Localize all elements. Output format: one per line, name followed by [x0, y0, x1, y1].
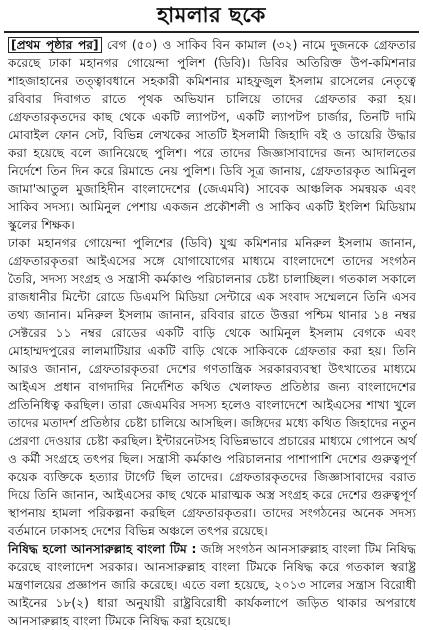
headline-rule [4, 31, 419, 33]
paragraph-3 [8, 540, 416, 630]
continuation-label: [প্রথম পৃষ্ঠার পর] [8, 37, 102, 53]
subhead: নিষিদ্ধ হলো আনসারুল্লাহ বাংলা টিম : [8, 542, 197, 556]
paragraph-2: ঢাকা মহানগর গোয়েন্দা পুলিশের (ডিবি) যুগ্ম কমিশনার মনিরুল ইসলাম জানান, গ্রেফতারকৃতরা আইএসের সঙ্গে যোগাযোগের মাধ্যমে বাংলাদেশে তাদের সংগঠন তৈরি, সদস্য সংগ্রহ ও সন্ত্রাসী কর্মকাণ্ড পরিচালনার চেষ্টা চালাচ্ছিল। গতকাল সকালে রাজধানীর মিন্টো রোডে ডিএমপি মিডিয়া সেন্টারে এক সংবাদ সম্মেলনে তিনি এসব তথ্য জানান। মনিরুল ইসলাম জানান, রবিবার রাতে উত্তরা পশ্চিম থানার ১৪ নম্বর সেক্টরের ১১ নম্বর রোডের একটি বাড়ি থেকে আমিনুল ইসলাম বেগকে এবং মোহাম্মদপুরের লালমাটিয়ার একটি বাড়ি থেকে সাকিবকে গ্রেফতার করা হয়। তিনি আরও জানান, গ্রেফতারকৃতরা দেশের গণতান্ত্রিক সরকারব্যবস্থা উৎখাতের মাধ্যমে আইএস প্রধান বাগদাদির নির্দেশিত কথিত খেলাফত প্রতিষ্ঠার জন্য বাংলাদেশের প্রতিনিধিত্ব করছিল। তারা জেএমবির সদস্য হলেও বাংলাদেশে আইএসের শাখা খুলে তাদের মতাদর্শ প্রতিষ্ঠার চেষ্টা চালিয়ে আসছিল। জঙ্গিদের মধ্যে কথিত জিহাদের নতুন প্রেরণা দেওয়ার চেষ্টা করছিল। ইন্টারনেটসহ বিভিন্নভাবে প্রচারের মাধ্যমে গোপনে অর্থ ও কর্মী সংগ্রহে তৎপর ছিল। সন্ত্রাসী কর্মকাণ্ড পরিচালনার পাশাপাশি দেশের গুরুত্বপূর্ণ কয়েক ব্যক্তিকে হত্যার টার্গেট ছিল তাদের। গ্রেফতারকৃতদের জিজ্ঞাসাবাদের বরাত দিয়ে তিনি জানান, আইএসের কাছ থেকে মারাত্মক অস্ত্র সংগ্রহ করে দেশের গুরুত্বপূর্ণ স্থাপনায় হামলা পরিকল্পনা করছিল গ্রেফতারকৃতরা। তাদের সংগঠনের অনেক সদস্য বর্তমানে ঢাকাসহ দেশের বিভিন্ন অঞ্চলে তৎপর রয়েছে। [8, 236, 416, 538]
paragraph-1-text: বেগ (৫০) ও সাকিব বিন কামাল (৩২) নামে দুজনকে গ্রেফতার করেছে ঢাকা মহানগর গোয়েন্দা পুলিশ (ডিবি)। ডিবির অতিরিক্ত উপ-কমিশনার শাহজাহানের তত্ত্বাবধানে সহকারী কমিশনার মাহফুজুল ইসলাম রাসেলের নেতৃত্বে রবিবার দিবাগত রাতে পৃথক অভিযান চালিয়ে তাদের গ্রেফতার করা হয়। গ্রেফতারকৃতদের কাছ থেকে একটি ল্যাপটপ, একটি ল্যাপটপ চার্জার, তিনটি দামি মোবাইল ফোন সেট, বিভিন্ন লেখকের সাতটি ইসলামী জিহাদি বই ও ডায়েরি উদ্ধার করা হয়েছে বলে জানিয়েছে পুলিশ। পরে তাদের জিজ্ঞাসাবাদের জন্য আদালতের নির্দেশে তিন দিন করে রিমান্ডে নেয় পুলিশ। ডিবি সূত্র জানায়, গ্রেফতারকৃত আমিনুল জামা'আতুল মুজাহিদীন বাংলাদেশের (জেএমবি) সাবেক আঞ্চলিক সমন্বয়ক এবং সাকিব সদস্য। আমিনুল পেশায় একজন প্রকৌশলী ও সাকিব একটি ইংলিশ মিডিয়াম স্কুলের শিক্ষক। [8, 38, 417, 232]
paragraph-3-text: জঙ্গি সংগঠন আনসারুল্লাহ বাংলা টিম নিষিদ্ধ করেছে বাংলাদেশ সরকার। আনসারুল্লাহ বাংলা টিমকে নিষিদ্ধ করে গতকাল স্বরাষ্ট্র মন্ত্রণালয়ের প্রজ্ঞাপন জারি করেছে। এতে বলা হয়েছে, ২০১৩ সালের সন্ত্রাস বিরোধী আইনের ১৮(২) ধারা অনুযায়ী রাষ্ট্রবিরোধী কার্যকলাপে জড়িত থাকার অপরাধে আনসারুল্লাহ বাংলা টিমকে নিষিদ্ধ করা হয়েছে। [8, 542, 417, 628]
article-body [8, 36, 416, 630]
headline: হামলার ছকে [157, 3, 266, 27]
paragraph-1 [8, 36, 416, 234]
